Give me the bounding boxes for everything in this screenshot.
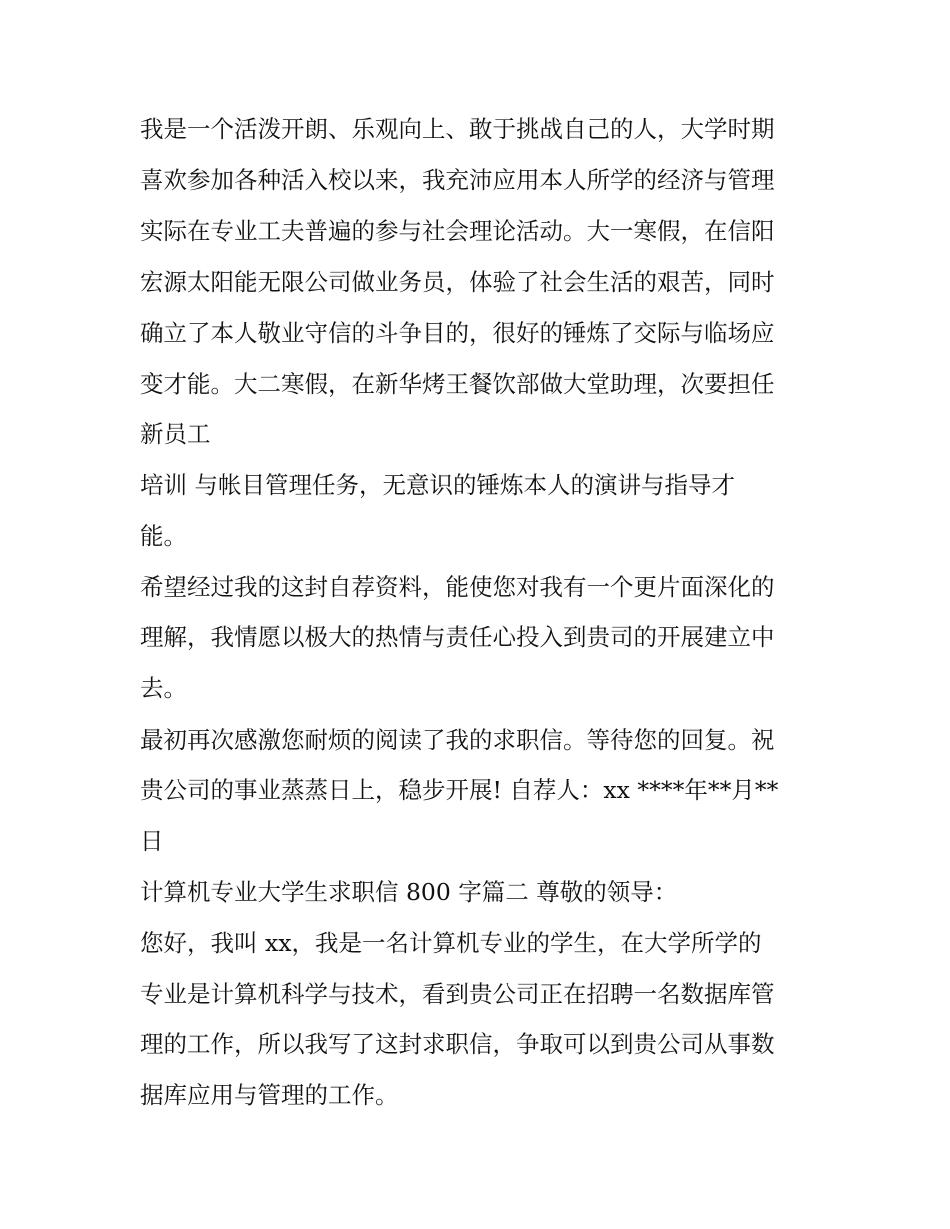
text-line: 据库应用与管理的工作。 bbox=[140, 1081, 399, 1109]
text-line: 喜欢参加各种活入校以来，我充沛应用本人所学的经济与管理 bbox=[140, 166, 775, 194]
text-line: 日 bbox=[140, 827, 164, 855]
text-line: 能。 bbox=[140, 522, 187, 550]
text-line: 宏源太阳能无限公司做业务员，体验了社会生活的艰苦，同时 bbox=[140, 268, 775, 296]
section-heading: 计算机专业大学生求职信 800 字篇二 尊敬的领导： bbox=[140, 878, 678, 906]
text-line: 贵公司的事业蒸蒸日上，稳步开展! 自荐人：xx ****年**月** bbox=[140, 776, 779, 804]
text-line: 变才能。大二寒假，在新华烤王餐饮部做大堂助理，次要担任 bbox=[140, 370, 775, 398]
text-line: 理解，我情愿以极大的热情与责任心投入到贵司的开展建立中 bbox=[140, 623, 775, 651]
text-line: 理的工作，所以我写了这封求职信，争取可以到贵公司从事数 bbox=[140, 1030, 775, 1058]
text-line: 实际在专业工夫普遍的参与社会理论活动。大一寒假，在信阳 bbox=[140, 217, 775, 245]
text-line: 专业是计算机科学与技术，看到贵公司正在招聘一名数据库管 bbox=[140, 980, 775, 1008]
text-line: 去。 bbox=[140, 674, 187, 702]
text-line: 您好，我叫 xx，我是一名计算机专业的学生，在大学所学的 bbox=[140, 929, 762, 957]
text-line: 培训 与帐目管理任务，无意识的锤炼本人的演讲与指导才 bbox=[140, 471, 735, 499]
text-line: 最初再次感激您耐烦的阅读了我的求职信。等待您的回复。祝 bbox=[140, 726, 775, 754]
text-line: 确立了本人敬业守信的斗争目的，很好的锤炼了交际与临场应 bbox=[140, 319, 775, 347]
text-line: 希望经过我的这封自荐资料，能使您对我有一个更片面深化的 bbox=[140, 573, 775, 601]
text-line: 我是一个活泼开朗、乐观向上、敢于挑战自己的人，大学时期 bbox=[140, 115, 775, 143]
text-line: 新员工 bbox=[140, 420, 211, 448]
